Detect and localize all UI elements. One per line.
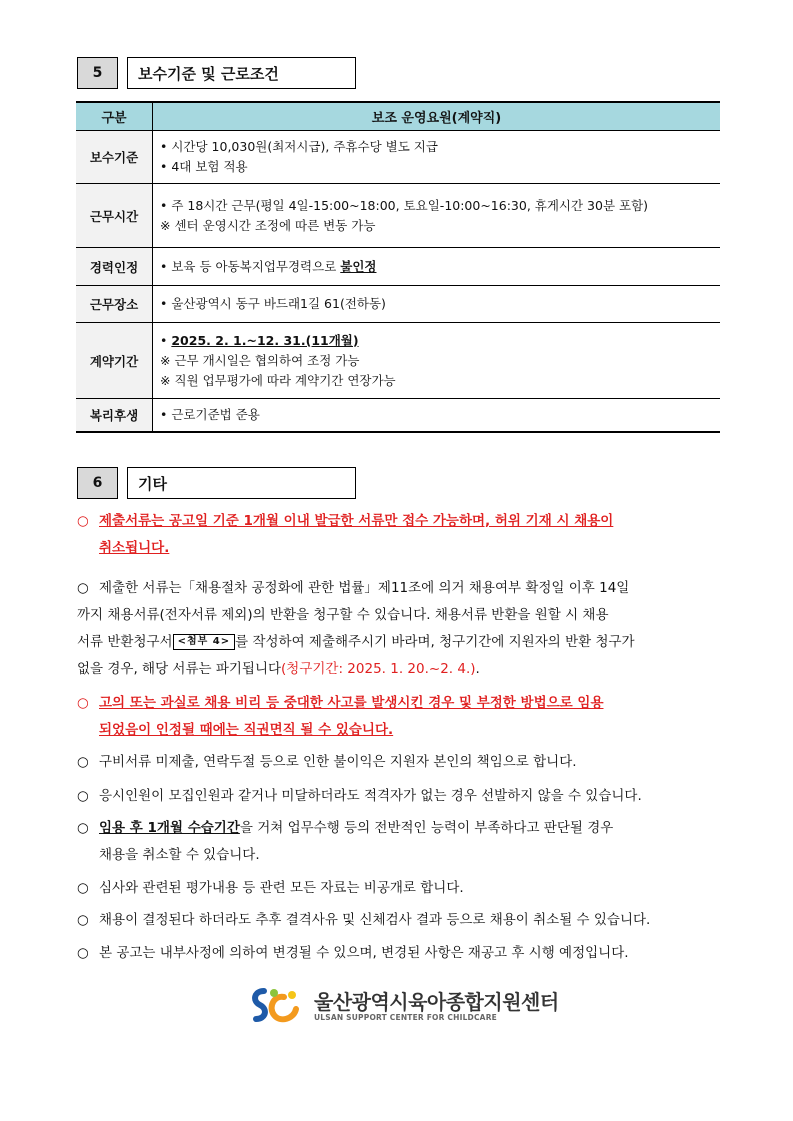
organization-logo <box>250 985 559 1027</box>
circle-bullet-icon: ○ <box>77 880 89 896</box>
contract-line-3: ※ 직원 업무평가에 따라 계약기간 연장가능 <box>160 372 396 388</box>
circle-bullet-icon: ○ <box>77 580 89 596</box>
circle-bullet-icon: ○ <box>77 788 89 804</box>
hours-line-2: ※ 센터 운영시간 조정에 따른 변동 가능 <box>160 217 376 233</box>
notice-2-line-4-end: . <box>475 661 480 677</box>
notice-1-line-1: 제출서류는 공고일 기준 1개월 이내 발급한 서류만 접수 가능하며, 허위 기재 시 채용이 <box>99 513 614 529</box>
notice-2-line-3-pre: 서류 반환청구서 <box>77 634 173 650</box>
section6-heading <box>77 467 356 499</box>
circle-bullet-icon: ○ <box>77 695 89 711</box>
notice-item-6 <box>77 815 719 869</box>
notice-item-4 <box>77 749 719 776</box>
notice-item-9 <box>77 940 719 967</box>
table-header-row <box>76 102 720 131</box>
circle-bullet-icon: ○ <box>77 513 89 529</box>
notice-1-line-2: 취소됩니다. <box>99 540 170 556</box>
circle-bullet-icon: ○ <box>77 754 89 770</box>
place-content <box>153 286 721 323</box>
notice-item-2 <box>77 575 719 683</box>
section6-number: 6 <box>77 467 118 499</box>
notice-7-text: 심사와 관련된 평가내용 등 관련 모든 자료는 비공개로 합니다. <box>99 880 464 896</box>
probation-emphasis: 임용 후 1개월 수습기간 <box>99 820 240 836</box>
notice-item-3 <box>77 690 719 744</box>
notice-item-8 <box>77 907 719 934</box>
notice-6-line-2: 채용을 취소할 수 있습니다. <box>99 847 260 863</box>
organization-name: 울산광역시육아종합지원센터 <box>314 989 559 1014</box>
table-row-place <box>76 286 720 323</box>
pay-line-1: • 시간당 10,030원(최저시급), 주휴수당 별도 지급 <box>160 139 438 154</box>
contract-line-2: ※ 근무 개시일은 협의하여 조정 가능 <box>160 352 360 368</box>
welfare-line-1: • 근로기준법 준용 <box>160 406 260 422</box>
place-line-1: • 울산광역시 동구 바드래1길 61(전하동) <box>160 296 386 311</box>
claim-period: (청구기간: 2025. 1. 20.~2. 4.) <box>281 661 476 677</box>
table-row-pay <box>76 131 720 184</box>
table-row-career <box>76 248 720 286</box>
notice-4-text: 구비서류 미제출, 연락두절 등으로 인한 불이익은 지원자 본인의 책임으로 합니다. <box>99 754 577 770</box>
notice-item-7 <box>77 875 719 902</box>
circle-bullet-icon: ○ <box>77 820 89 836</box>
table-header-category: 구분 <box>76 102 153 131</box>
circle-bullet-icon: ○ <box>77 912 89 928</box>
place-label: 근무장소 <box>76 286 153 323</box>
notice-2-line-2: 까지 채용서류(전자서류 제외)의 반환을 청구할 수 있습니다. 채용서류 반환을 원할 시 채용 <box>77 607 609 623</box>
notice-8-text: 채용이 결정된다 하더라도 추후 결격사유 및 신체검사 결과 등으로 채용이 취소될 수 있습니다. <box>99 912 651 928</box>
welfare-label: 복리후생 <box>76 399 153 432</box>
welfare-content <box>153 399 721 432</box>
pay-line-2: • 4대 보험 적용 <box>160 159 248 174</box>
hours-line-1: • 주 18시간 근무(평일 4일-15:00~18:00, 토요일-10:00~16:30, 휴게시간 30분 포함) <box>160 197 649 213</box>
table-header-position: 보조 운영요원(계약직) <box>153 102 721 131</box>
organization-name-english: ULSAN SUPPORT CENTER FOR CHILDCARE <box>314 1012 497 1022</box>
section5-title: 보수기준 및 근로조건 <box>127 57 356 89</box>
hours-label: 근무시간 <box>76 184 153 248</box>
notice-2-line-1: 제출한 서류는「채용절차 공정화에 관한 법률」제11조에 의거 채용여부 확정일 이후 14일 <box>99 580 630 596</box>
contract-content <box>153 323 721 399</box>
notice-3-line-2: 되었음이 인정될 때에는 직권면직 될 수 있습니다. <box>99 722 394 738</box>
employment-conditions-table <box>76 101 720 433</box>
contract-bullet: • <box>160 332 172 348</box>
section5-heading <box>77 57 356 89</box>
attachment-4-badge: <첨부 4> <box>173 634 236 650</box>
table-row-welfare <box>76 399 720 432</box>
contract-period: 2025. 2. 1.~12. 31.(11개월) <box>171 332 359 348</box>
notice-item-1 <box>77 508 719 562</box>
notice-6-line-1: 을 거쳐 업무수행 등의 전반적인 능력이 부족하다고 판단될 경우 <box>239 820 614 836</box>
career-content <box>153 248 721 286</box>
hours-content <box>153 184 721 248</box>
circle-bullet-icon: ○ <box>77 945 89 961</box>
table-row-hours <box>76 184 720 248</box>
notice-item-5 <box>77 783 719 810</box>
contract-label: 계약기간 <box>76 323 153 399</box>
career-label: 경력인정 <box>76 248 153 286</box>
section5-number: 5 <box>77 57 118 89</box>
notice-2-line-3-post: 를 작성하여 제출해주시기 바라며, 청구기간에 지원자의 반환 청구가 <box>235 634 635 650</box>
notice-9-text: 본 공고는 내부사정에 의하여 변경될 수 있으며, 변경된 사항은 재공고 후 시행 예정입니다. <box>99 945 629 961</box>
pay-content <box>153 131 721 184</box>
childcare-center-logo-icon <box>250 985 308 1027</box>
pay-label: 보수기준 <box>76 131 153 184</box>
notice-5-text: 응시인원이 모집인원과 같거나 미달하더라도 적격자가 없는 경우 선발하지 않을 수 있습니다. <box>99 788 642 804</box>
notice-3-line-1: 고의 또는 과실로 채용 비리 등 중대한 사고를 발생시킨 경우 및 부정한 방법으로 임용 <box>99 695 604 711</box>
notice-2-line-4: 없을 경우, 해당 서류는 파기됩니다 <box>77 661 282 677</box>
career-emphasis: 불인정 <box>340 258 377 274</box>
career-text: • 보육 등 아동복지업무경력으로 <box>160 258 341 274</box>
section6-title: 기타 <box>127 467 356 499</box>
table-row-contract <box>76 323 720 399</box>
